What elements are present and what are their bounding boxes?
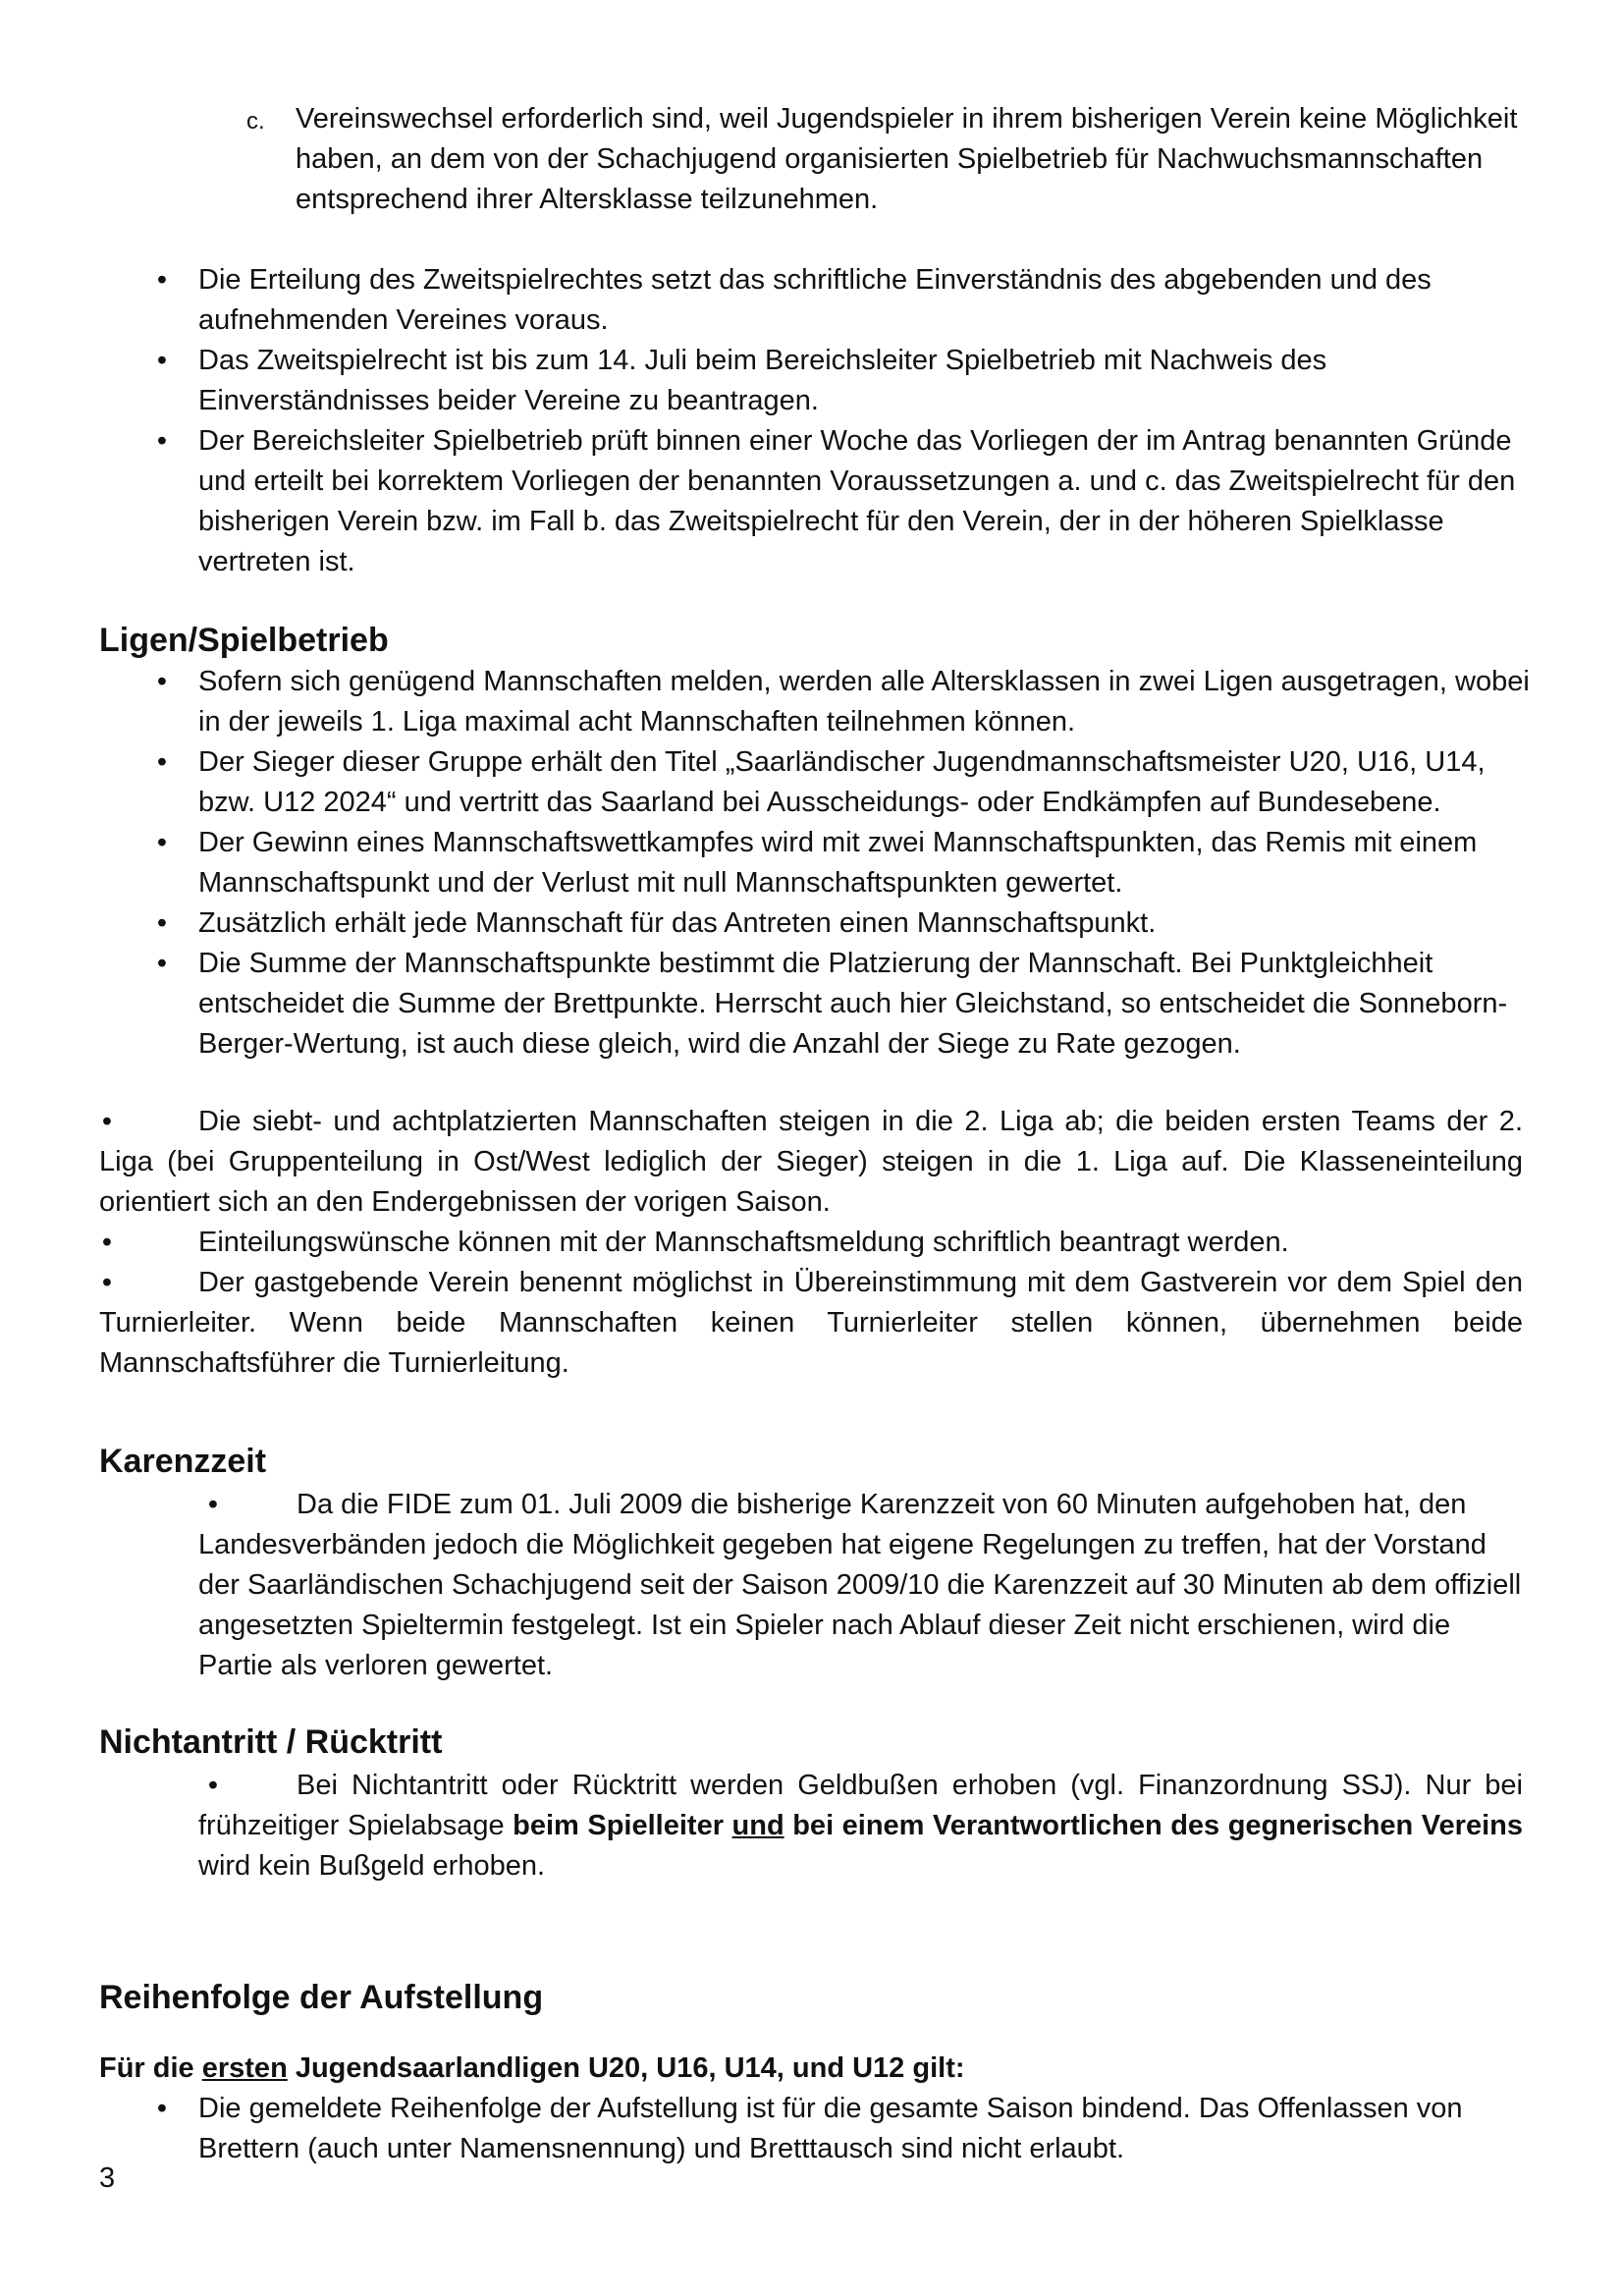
list-item [99, 944, 1533, 1065]
bullet-icon: • [156, 264, 168, 296]
karenzzeit-text: Da die FIDE zum 01. Juli 2009 die bisherige Karenzzeit von 60 Minuten aufgehoben hat, den Landesverbänden jedoch die Möglichkeit gegeben hat eigene Regelungen zu treffen, hat der Vorstand der Saarländischen Schachjugend seit der Saison 2009/10 die Karenzzeit auf 30 Minuten ab dem offiziell angesetzten Spieltermin festgelegt. Ist ein Spieler nach Ablauf dieser Zeit nicht erschienen, wird die Partie als verloren gewertet. [198, 1489, 1522, 1681]
bullet-icon: • [207, 1770, 219, 1801]
section-heading-nichtantritt: Nichtantritt / Rücktritt [99, 1723, 443, 1761]
list-item-text: Die gemeldete Reihenfolge der Aufstellung ist für die gesamte Saison bindend. Das Offenlassen von Brettern (auch unter Namensnennung) und Bretttausch sind nicht erlaubt. [198, 2093, 1463, 2164]
karenzzeit-section [99, 1485, 1523, 1686]
wide-list-item [99, 1223, 1523, 1263]
list-item [99, 662, 1533, 742]
bullet-icon: • [101, 1106, 113, 1137]
list-item-text: Der Gewinn eines Mannschaftswettkampfes wird mit zwei Mannschaftspunkten, das Remis mit einem Mannschaftspunkt und der Verlust mit null Mannschaftspunkten gewertet. [198, 827, 1478, 899]
subheading-start: Für die [99, 2052, 202, 2084]
nichtantritt-paragraph [99, 1766, 1523, 1886]
section-heading-karenzzeit: Karenzzeit [99, 1443, 267, 1480]
nichtantritt-section [99, 1766, 1523, 1886]
list-item [99, 823, 1533, 903]
ligen-wide-bullets [99, 1102, 1523, 1384]
nichtantritt-text-start: Bei Nichtantritt oder Rücktritt werden Geldbußen erhoben (vgl. Finanzordnung SSJ). Nur bei frühzeitiger Spielabsage [198, 1770, 1523, 1841]
list-item [99, 2089, 1533, 2169]
list-item [99, 742, 1533, 823]
bullet-icon: • [156, 827, 168, 858]
list-item-text: Die Erteilung des Zweitspielrechtes setzt das schriftliche Einverständnis des abgebenden und des aufnehmenden Vereines voraus. [198, 264, 1432, 336]
bullet-icon: • [207, 1489, 219, 1520]
nichtantritt-bold-2: bei einem Verantwortlichen des gegnerischen Vereins [784, 1810, 1523, 1841]
list-item-text: Sofern sich genügend Mannschaften melden, werden alle Altersklassen in zwei Ligen ausgetragen, wobei in der jeweils 1. Liga maximal acht Mannschaften teilnehmen können. [198, 666, 1530, 738]
bullet-icon: • [156, 425, 168, 457]
subheading-end: Jugendsaarlandligen U20, U16, U14, und U12 gilt: [287, 2052, 965, 2084]
list-item [99, 421, 1533, 582]
nichtantritt-bold-underlined: und [731, 1810, 784, 1841]
list-label-c: c. [246, 108, 265, 135]
list-item [99, 260, 1533, 341]
nichtantritt-text-end: wird kein Bußgeld erhoben. [198, 1850, 546, 1882]
list-item-text: Der Bereichsleiter Spielbetrieb prüft binnen einer Woche das Vorliegen der im Antrag benannten Gründe und erteilt bei korrektem Vorliegen der benannten Voraussetzungen a. und c. das Zweitspielrecht für den bisherigen Verein bzw. im Fall b. das Zweitspielrecht für den Verein, der in der höheren Spielklasse vertreten ist. [198, 425, 1516, 577]
section-heading-ligen: Ligen/Spielbetrieb [99, 622, 389, 659]
bullet-icon: • [101, 1267, 113, 1298]
nichtantritt-bold-1: beim Spielleiter [513, 1810, 732, 1841]
ligen-bullets [99, 662, 1533, 1065]
list-item-text: Der gastgebende Verein benennt möglichst in Übereinstimmung mit dem Gastverein vor dem Spiel den Turnierleiter. Wenn beide Mannschaften keinen Turnierleiter stellen können, übernehmen beide Mannschaftsführer die Turnierleitung. [99, 1267, 1523, 1379]
list-item [99, 341, 1533, 421]
intro-section [99, 99, 1533, 220]
list-item-text: Einteilungswünsche können mit der Mannschaftsmeldung schriftlich beantragt werden. [198, 1227, 1289, 1258]
wide-list-item [99, 1102, 1523, 1223]
reihenfolge-subheading [99, 2049, 965, 2089]
intro-bullets [99, 260, 1533, 582]
wide-list-item [99, 1263, 1523, 1384]
bullet-icon: • [156, 948, 168, 979]
bullet-icon: • [156, 345, 168, 376]
list-item-c-text: Vereinswechsel erforderlich sind, weil Jugendspieler in ihrem bisherigen Verein keine Möglichkeit haben, an dem von der Schachjugend organisierten Spielbetrieb für Nachwuchsmannschaften entsprechend ihrer Altersklasse teilzunehmen. [296, 103, 1518, 215]
list-item-text: Der Sieger dieser Gruppe erhält den Titel „Saarländischer Jugendmannschaftsmeister U20, U16, U14, bzw. U12 2024“ und vertritt das Saarland bei Ausscheidungs- oder Endkämpfen auf Bundesebene. [198, 746, 1486, 818]
reihenfolge-bullets [99, 2089, 1533, 2169]
section-heading-reihenfolge: Reihenfolge der Aufstellung [99, 1979, 544, 2016]
list-item [99, 903, 1533, 944]
bullet-icon: • [101, 1227, 113, 1258]
bullet-icon: • [156, 666, 168, 697]
list-item-text: Das Zweitspielrecht ist bis zum 14. Juli beim Bereichsleiter Spielbetrieb mit Nachweis des Einverständnisses beider Vereine zu beantragen. [198, 345, 1327, 416]
bullet-icon: • [156, 907, 168, 939]
list-item-c [99, 99, 1533, 220]
karenzzeit-paragraph [99, 1485, 1523, 1686]
bullet-icon: • [156, 746, 168, 778]
subheading-underlined: ersten [201, 2052, 288, 2084]
page-number: 3 [99, 2162, 116, 2194]
bullet-icon: • [156, 2093, 168, 2124]
list-item-text: Die siebt- und achtplatzierten Mannschaften steigen in die 2. Liga ab; die beiden ersten Teams der 2. Liga (bei Gruppenteilung in Ost/West lediglich der Sieger) steigen in die 1. Liga auf. Die Klasseneinteilung orientiert sich an den Endergebnissen der vorigen Saison. [99, 1106, 1523, 1218]
list-item-text: Zusätzlich erhält jede Mannschaft für das Antreten einen Mannschaftspunkt. [198, 907, 1157, 939]
list-item-text: Die Summe der Mannschaftspunkte bestimmt die Platzierung der Mannschaft. Bei Punktgleichheit entscheidet die Summe der Brettpunkte. Herrscht auch hier Gleichstand, so entscheidet die Sonneborn-Berger-Wertung, ist auch diese gleich, wird die Anzahl der Siege zu Rate gezogen. [198, 948, 1508, 1060]
